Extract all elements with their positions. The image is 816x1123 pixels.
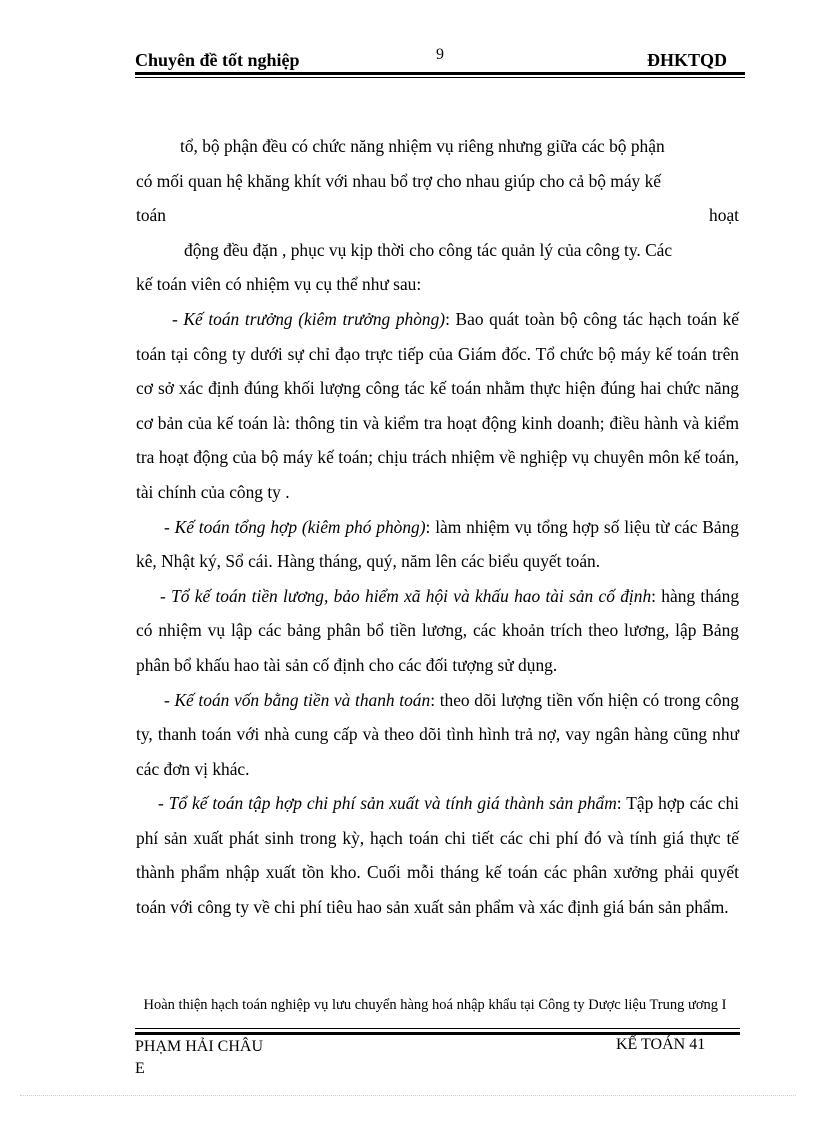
text-fragment: toán — [136, 205, 166, 226]
page-number: 9 — [436, 46, 444, 63]
text-line: có mối quan hệ khăng khít với nhau bổ trợ cho nhau giúp cho cả bộ máy kế — [136, 170, 662, 191]
role-term: - Tổ kế toán tiền lương, bảo hiểm xã hội và khấu hao tài sản cố định — [160, 585, 652, 606]
role-term: - Tổ kế toán tập hợp chi phí sản xuất và tính giá thành sản phẩm — [158, 793, 617, 814]
paragraph-general-accountant — [136, 510, 739, 579]
role-term: - Kế toán trưởng (kiêm trưởng phòng) — [172, 308, 446, 329]
text-line: kế toán viên có nhiệm vụ cụ thể như sau: — [136, 274, 422, 295]
text-line — [136, 198, 739, 233]
role-term: - Kế toán tổng hợp (kiêm phó phòng) — [164, 516, 426, 537]
paragraph-chief-accountant — [136, 302, 739, 510]
role-description: : Bao quát toàn bộ công tác hạch toán kế toán tại công ty dưới sự chỉ đạo trực tiếp của Giám đốc. Tổ chức bộ máy kế toán trên cơ sở xác định đúng khối lượng công tác kế toán nhằm thực hiện đúng hai chức năng cơ bản của kế toán là: thông tin và kiểm tra hoạt động kinh doanh; điều hành và kiểm tra hoạt động của bộ máy kế toán; chịu trách nhiệm về nghiệp vụ chuyên môn kế toán, tài chính của công ty . — [136, 308, 739, 502]
text-line: động đều đặn , phục vụ kịp thời cho công tác quản lý của công ty. Các — [184, 239, 673, 260]
header-document-type: Chuyên đề tốt nghiệp — [135, 50, 300, 70]
document-body — [136, 129, 739, 925]
role-description: : làm nhiệm vụ tổng hợp số liệu từ các Bảng kê, Nhật ký, Sổ cái. Hàng tháng, quý, năm lên các biểu quyết toán. — [136, 516, 739, 572]
paragraph-cost-team — [136, 786, 739, 924]
text-fragment: hoạt — [709, 205, 739, 226]
role-description: : theo dõi lượng tiền vốn hiện có trong công ty, thanh toán với nhà cung cấp và theo dõi tình hình trả nợ, vay ngân hàng cũng như các đơn vị khác. — [136, 689, 739, 779]
role-description: : Tập hợp các chi phí sản xuất phát sinh trong kỳ, hạch toán chi tiết các chi phí đó và tính giá thực tế thành phẩm nhập xuất tồn kho. Cuối mỗi tháng kế toán các phân xưởng phải quyết toán với công ty về chi phí tiêu hao sản xuất sản phẩm và xác định giá bán sản phẩm. — [136, 793, 739, 918]
role-term: - Kế toán vốn bằng tiền và thanh toán — [164, 689, 431, 710]
paragraph-payroll-team — [136, 579, 739, 683]
footer-rule-thin — [135, 1028, 740, 1029]
footer-rule-thick — [135, 1032, 740, 1035]
header-rule-thick — [135, 72, 745, 75]
footer-thesis-title: Hoàn thiện hạch toán nghiệp vụ lưu chuyển hàng hoá nhập khẩu tại Công ty Dược liệu Trung ương I — [143, 997, 727, 1013]
footer-author: PHẠM HẢI CHÂU E — [135, 1038, 264, 1077]
header-university: ĐHKTQD — [646, 50, 727, 70]
paragraph-cash-accountant — [136, 683, 739, 787]
header-rule-thin — [135, 77, 745, 78]
text-line: tổ, bộ phận đều có chức năng nhiệm vụ riêng nhưng giữa các bộ phận — [180, 136, 665, 156]
paragraph-intro — [136, 129, 739, 302]
page-bottom-dotted-rule — [20, 1095, 796, 1096]
role-description: : hàng tháng có nhiệm vụ lập các bảng phân bổ tiền lương, các khoản trích theo lương, lập Bảng phân bổ khấu hao tài sản cố định cho các đối tượng sử dụng. — [136, 585, 740, 675]
footer-class: KẾ TOÁN 41 — [616, 1036, 706, 1053]
